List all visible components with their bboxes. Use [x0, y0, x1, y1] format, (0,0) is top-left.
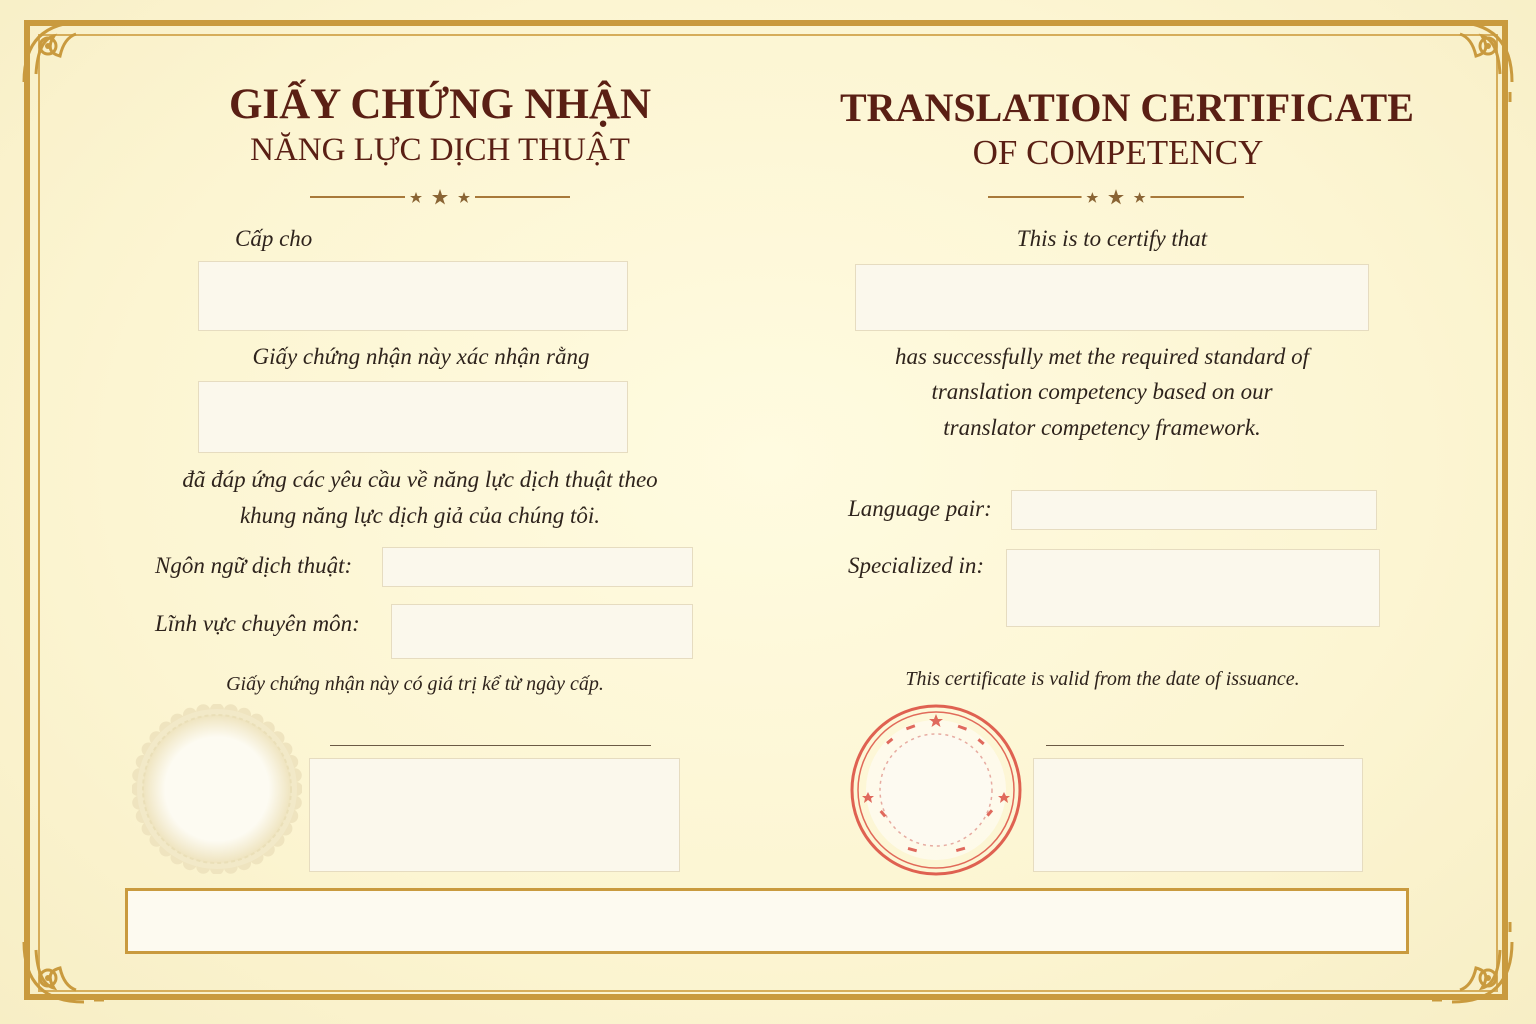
en-statement-line1: has successfully met the required standard of — [895, 344, 1309, 369]
vn-specialty-label: Lĩnh vực chuyên môn: — [155, 611, 360, 636]
corner-ornament-icon — [1432, 922, 1522, 1012]
corner-ornament-icon — [1432, 12, 1522, 102]
en-validity-note: This certificate is valid from the date of issuance. — [905, 668, 1300, 690]
english-title: TRANSLATION CERTIFICATE — [840, 85, 1414, 130]
vn-language-label: Ngôn ngữ dịch thuật: — [155, 553, 353, 578]
english-subtitle: OF COMPETENCY — [972, 133, 1264, 172]
corner-ornament-icon — [14, 922, 104, 1012]
vn-certifies-label: Giấy chứng nhận này xác nhận rằng — [252, 344, 590, 369]
en-certify-label: This is to certify that — [1016, 226, 1208, 251]
vn-recipient-field[interactable] — [198, 261, 628, 331]
corner-ornament-icon — [14, 12, 104, 102]
vn-signature-line — [330, 745, 651, 746]
en-holder-field[interactable] — [855, 264, 1369, 331]
en-signature-field[interactable] — [1033, 758, 1363, 872]
en-signature-line — [1046, 745, 1344, 746]
en-specialty-label: Specialized in: — [848, 553, 985, 578]
star-divider-icon — [310, 187, 570, 207]
footer-banner-field[interactable] — [125, 888, 1409, 954]
scalloped-seal-icon — [132, 704, 302, 874]
vn-language-field[interactable] — [382, 547, 693, 587]
en-language-field[interactable] — [1011, 490, 1377, 530]
vn-validity-note: Giấy chứng nhận này có giá trị kể từ ngày cấp. — [226, 673, 604, 695]
en-language-label: Language pair: — [848, 496, 992, 521]
vn-issued-to-label: Cấp cho — [235, 226, 313, 251]
vietnamese-title: GIẤY CHỨNG NHẬN — [228, 81, 652, 128]
vn-specialty-field[interactable] — [391, 604, 693, 659]
en-statement-line3: translator competency framework. — [943, 415, 1261, 440]
red-circular-stamp-icon — [846, 700, 1026, 880]
vn-statement-line1: đã đáp ứng các yêu cầu về năng lực dịch thuật theo — [182, 467, 658, 492]
star-divider-icon — [988, 187, 1244, 207]
en-statement-line2: translation competency based on our — [931, 379, 1273, 404]
vn-signature-field[interactable] — [309, 758, 680, 872]
vietnamese-subtitle: NĂNG LỰC DỊCH THUẬT — [250, 132, 630, 168]
en-specialty-field[interactable] — [1006, 549, 1380, 627]
vn-holder-field[interactable] — [198, 381, 628, 453]
vn-statement-line2: khung năng lực dịch giả của chúng tôi. — [239, 503, 601, 528]
